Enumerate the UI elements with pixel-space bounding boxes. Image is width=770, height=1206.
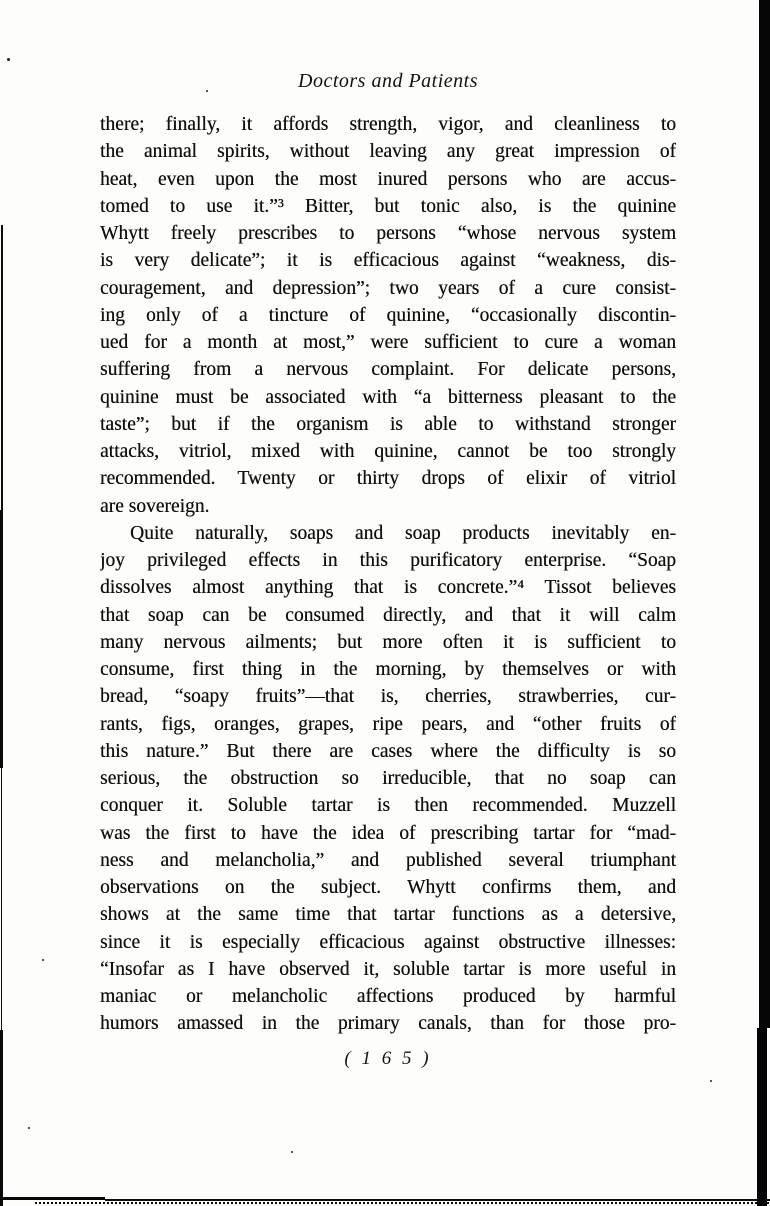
text-line: is very delicate”; it is efficacious against “weakness, dis- (100, 250, 676, 272)
text-line: maniac or melancholic affections produced by harmful (100, 986, 676, 1007)
binding-gutter-bar-lower (757, 1028, 767, 1206)
text-line: there; finally, it affords strength, vigor, and cleanliness to (100, 114, 676, 135)
binding-gutter-bar (759, 0, 770, 1028)
scan-speck (291, 1151, 293, 1153)
text-line: heat, even upon the most inured persons who are accus- (100, 168, 676, 190)
text-line: observations on the subject. Whytt confirms them, and (100, 877, 676, 898)
text-line: ued for a month at most,” were sufficient to cure a woman (100, 332, 676, 353)
scan-speck (42, 959, 44, 961)
text-line: conquer it. Soluble tartar is then recommended. Muzzell (100, 795, 676, 817)
text-line: was the first to have the idea of prescribing tartar for “mad- (100, 822, 676, 844)
scan-speck (7, 58, 10, 61)
text-line: tomed to use it.”³ Bitter, but tonic also, is the quinine (100, 195, 676, 217)
text-line: joy privileged effects in this purificatory enterprise. “Soap (100, 550, 676, 571)
scan-speck (28, 1127, 30, 1129)
page-number: ( 1 6 5 ) (344, 1048, 432, 1069)
text-line: humors amassed in the primary canals, than for those pro- (100, 1013, 676, 1035)
text-line: consume, first thing in the morning, by themselves or with (100, 659, 676, 680)
scan-speck (206, 90, 208, 92)
text-line: “Insofar as I have observed it, soluble tartar is more useful in (100, 958, 676, 980)
text-line: Whytt freely prescribes to persons “whose nervous system (100, 223, 676, 244)
text-line: bread, “soapy fruits”—that is, cherries, strawberries, cur- (100, 686, 676, 708)
text-line: couragement, and depression”; two years of a cure consist- (100, 277, 676, 299)
scan-speck (710, 1080, 712, 1082)
text-line: taste”; but if the organism is able to withstand stronger (100, 413, 676, 435)
left-page-edge-line (1, 225, 3, 510)
left-page-edge-line (0, 1030, 3, 1206)
text-line: quinine must be associated with “a bitterness pleasant to the (100, 386, 676, 408)
text-line: rants, figs, oranges, grapes, ripe pears, and “other fruits of (100, 713, 676, 735)
paragraph (100, 520, 676, 1038)
text-line: suffering from a nervous complaint. For delicate persons, (100, 359, 676, 381)
text-line: recommended. Twenty or thirty drops of elixir of vitriol (100, 468, 676, 490)
text-line: dissolves almost anything that is concrete.”⁴ Tissot believes (100, 577, 676, 599)
paragraph (100, 111, 676, 520)
text-block (100, 111, 676, 1038)
running-head: Doctors and Patients (298, 70, 478, 92)
left-page-edge-line (1, 768, 2, 1030)
bottom-page-edge-dotted-line (35, 1202, 770, 1204)
left-page-edge-line (0, 510, 3, 768)
text-line: are sovereign. (100, 495, 210, 517)
text-line: ing only of a tincture of quinine, “occasionally discontin- (100, 304, 676, 326)
text-line: Quite naturally, soaps and soap products inevitably en- (130, 522, 676, 544)
text-line: shows at the same time that tartar functions as a detersive, (100, 904, 676, 926)
bottom-page-edge-line (105, 1199, 770, 1201)
text-line: ness and melancholia,” and published several triumphant (100, 849, 676, 871)
text-line: serious, the obstruction so irreducible, that no soap can (100, 768, 676, 789)
text-line: many nervous ailments; but more often it is sufficient to (100, 631, 676, 653)
text-line: that soap can be consumed directly, and that it will calm (100, 604, 676, 626)
text-line: the animal spirits, without leaving any great impression of (100, 141, 676, 163)
text-line: since it is especially efficacious against obstructive illnesses: (100, 931, 676, 953)
bottom-page-edge-line (0, 1197, 105, 1200)
text-line: attacks, vitriol, mixed with quinine, cannot be too strongly (100, 441, 676, 462)
text-line: this nature.” But there are cases where the difficulty is so (100, 740, 676, 762)
